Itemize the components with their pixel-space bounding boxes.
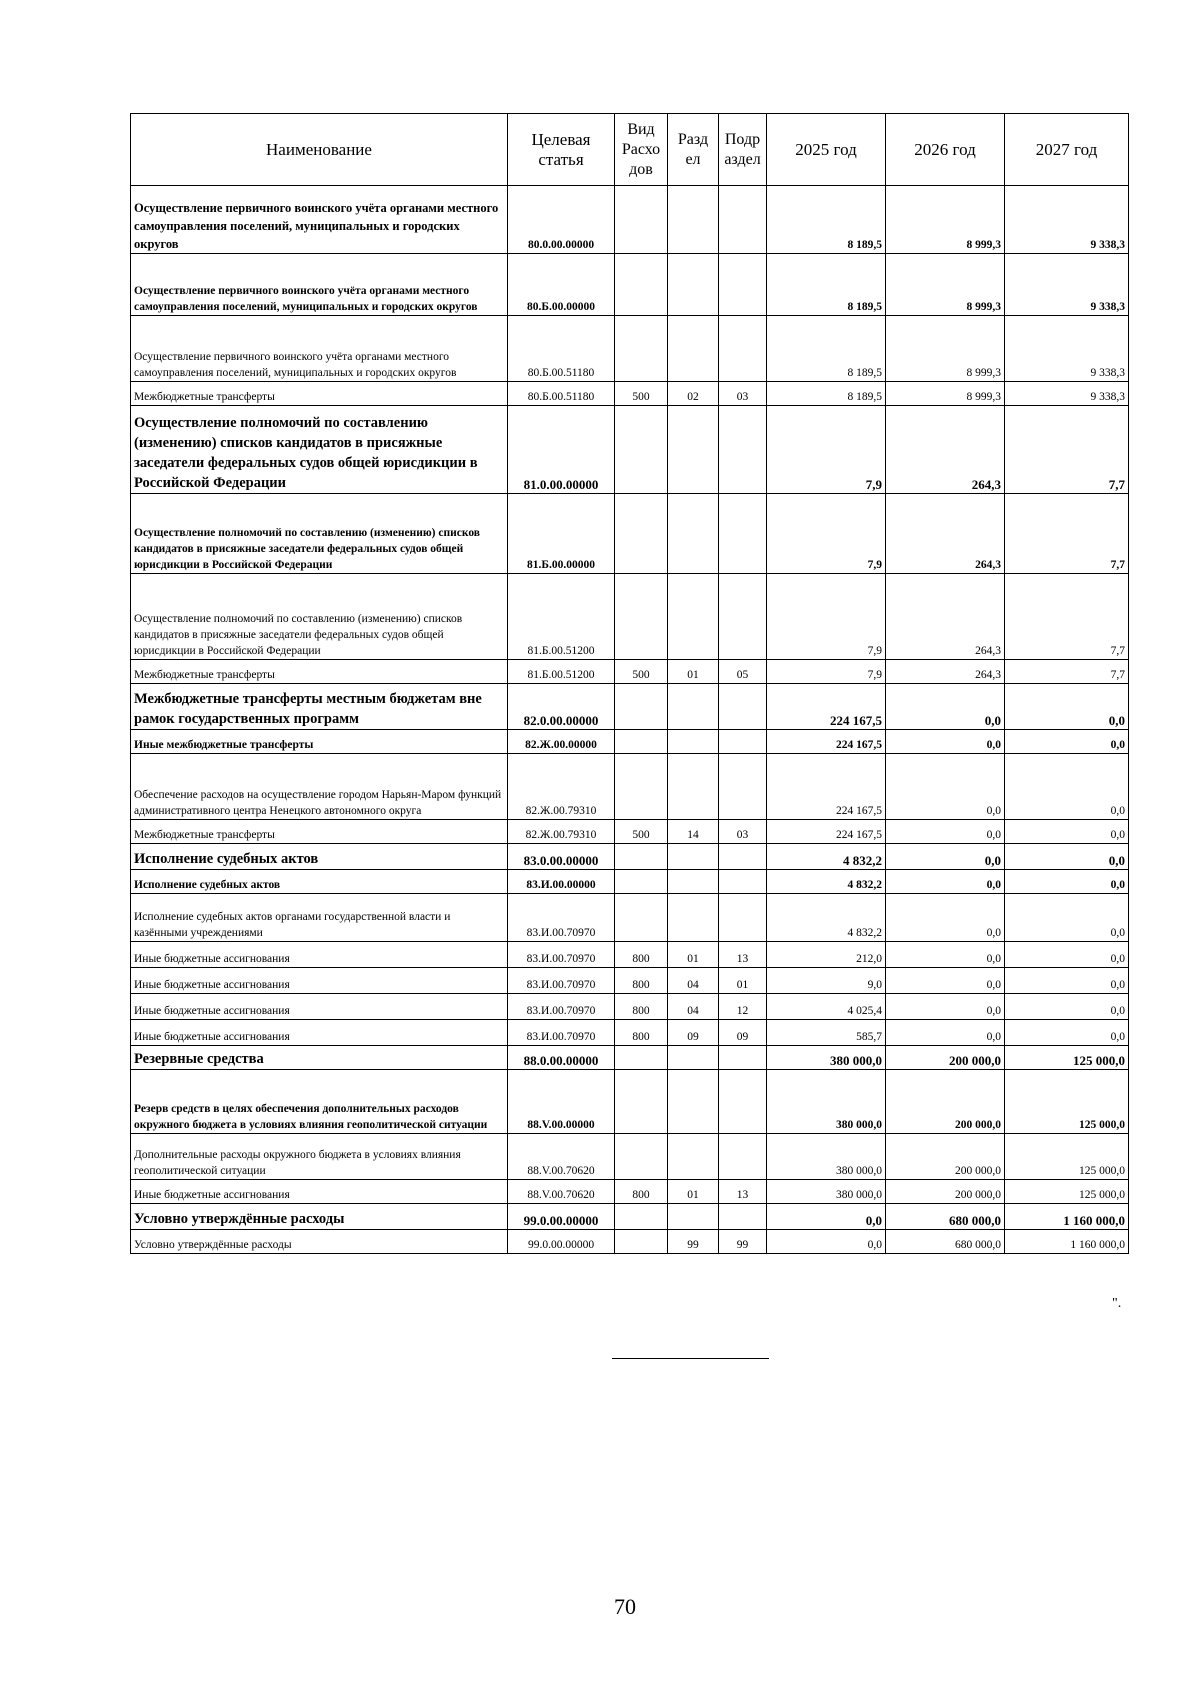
header-section: Разд ел — [668, 114, 719, 186]
header-2026: 2026 год — [886, 114, 1005, 186]
row-value-2026: 680 000,0 — [886, 1230, 1005, 1254]
row-value-2026: 200 000,0 — [886, 1070, 1005, 1134]
row-value-2027: 0,0 — [1005, 684, 1129, 730]
row-section: 04 — [668, 994, 719, 1020]
row-subsection: 03 — [719, 382, 767, 406]
table-row — [131, 1180, 1129, 1204]
row-value-2027: 0,0 — [1005, 968, 1129, 994]
row-value-2026: 0,0 — [886, 894, 1005, 942]
row-value-2026: 0,0 — [886, 844, 1005, 870]
row-section: 01 — [668, 660, 719, 684]
table-row — [131, 574, 1129, 660]
row-name: Резерв средств в целях обеспечения дополнительных расходов окружного бюджета в условиях влияния геополитической ситуации — [131, 1070, 508, 1134]
closing-quote: ". — [1112, 1296, 1122, 1311]
row-kind — [615, 254, 668, 316]
header-target: Целевая статья — [508, 114, 615, 186]
row-name: Дополнительные расходы окружного бюджета в условиях влияния геополитической ситуации — [131, 1134, 508, 1180]
row-target-code: 82.0.00.00000 — [508, 684, 615, 730]
row-value-2025: 4 832,2 — [767, 870, 886, 894]
row-subsection: 12 — [719, 994, 767, 1020]
page-number: 70 — [614, 1594, 636, 1619]
row-subsection — [719, 870, 767, 894]
row-kind — [615, 1204, 668, 1230]
row-value-2026: 8 999,3 — [886, 382, 1005, 406]
row-value-2026: 264,3 — [886, 574, 1005, 660]
row-name: Обеспечение расходов на осуществление городом Нарьян-Маром функций административного центра Ненецкого автономного округа — [131, 754, 508, 820]
row-subsection — [719, 316, 767, 382]
row-value-2025: 380 000,0 — [767, 1180, 886, 1204]
row-value-2027: 0,0 — [1005, 1020, 1129, 1046]
row-value-2026: 264,3 — [886, 406, 1005, 494]
row-value-2025: 224 167,5 — [767, 754, 886, 820]
row-value-2026: 0,0 — [886, 730, 1005, 754]
table-row — [131, 820, 1129, 844]
row-value-2025: 380 000,0 — [767, 1134, 886, 1180]
table-row — [131, 844, 1129, 870]
row-kind — [615, 894, 668, 942]
row-name: Иные бюджетные ассигнования — [131, 1020, 508, 1046]
row-value-2025: 7,9 — [767, 660, 886, 684]
row-section: 09 — [668, 1020, 719, 1046]
table-body — [131, 186, 1129, 1254]
row-target-code: 80.Б.00.51180 — [508, 382, 615, 406]
table-row — [131, 1230, 1129, 1254]
table-row — [131, 186, 1129, 254]
row-section — [668, 406, 719, 494]
table-row — [131, 254, 1129, 316]
header-2027: 2027 год — [1005, 114, 1129, 186]
row-target-code: 80.0.00.00000 — [508, 186, 615, 254]
row-section — [668, 870, 719, 894]
row-value-2026: 8 999,3 — [886, 186, 1005, 254]
header-kind: Вид Расхо дов — [615, 114, 668, 186]
row-value-2026: 0,0 — [886, 684, 1005, 730]
row-kind: 500 — [615, 820, 668, 844]
row-value-2025: 224 167,5 — [767, 820, 886, 844]
row-value-2027: 125 000,0 — [1005, 1180, 1129, 1204]
row-value-2027: 0,0 — [1005, 844, 1129, 870]
row-target-code: 88.V.00.70620 — [508, 1180, 615, 1204]
row-target-code: 81.Б.00.51200 — [508, 574, 615, 660]
row-section — [668, 494, 719, 574]
row-name: Иные бюджетные ассигнования — [131, 942, 508, 968]
row-target-code: 82.Ж.00.79310 — [508, 754, 615, 820]
row-value-2026: 200 000,0 — [886, 1180, 1005, 1204]
row-section: 04 — [668, 968, 719, 994]
row-name: Исполнение судебных актов органами государственной власти и казёнными учреждениями — [131, 894, 508, 942]
row-value-2027: 0,0 — [1005, 820, 1129, 844]
row-value-2027: 7,7 — [1005, 660, 1129, 684]
table-row — [131, 730, 1129, 754]
row-target-code: 99.0.00.00000 — [508, 1204, 615, 1230]
row-value-2026: 0,0 — [886, 870, 1005, 894]
row-value-2025: 8 189,5 — [767, 186, 886, 254]
row-section — [668, 574, 719, 660]
row-kind: 800 — [615, 1020, 668, 1046]
table-row — [131, 660, 1129, 684]
row-subsection — [719, 406, 767, 494]
table-row — [131, 994, 1129, 1020]
row-name: Осуществление полномочий по составлению (изменению) списков кандидатов в присяжные заседатели федеральных судов общей юрисдикции в Российской Федерации — [131, 494, 508, 574]
row-value-2027: 0,0 — [1005, 994, 1129, 1020]
row-subsection — [719, 754, 767, 820]
row-value-2026: 680 000,0 — [886, 1204, 1005, 1230]
row-section — [668, 254, 719, 316]
row-target-code: 88.V.00.00000 — [508, 1070, 615, 1134]
row-subsection — [719, 684, 767, 730]
row-value-2027: 9 338,3 — [1005, 382, 1129, 406]
row-value-2025: 380 000,0 — [767, 1070, 886, 1134]
table-row — [131, 894, 1129, 942]
row-value-2027: 9 338,3 — [1005, 316, 1129, 382]
row-value-2025: 4 025,4 — [767, 994, 886, 1020]
table-row — [131, 968, 1129, 994]
row-name: Осуществление первичного воинского учёта органами местного самоуправления поселений, муниципальных и городских округов — [131, 186, 508, 254]
row-value-2025: 8 189,5 — [767, 316, 886, 382]
row-name: Исполнение судебных актов — [131, 844, 508, 870]
row-value-2025: 0,0 — [767, 1230, 886, 1254]
row-section: 99 — [668, 1230, 719, 1254]
row-kind — [615, 406, 668, 494]
row-kind: 800 — [615, 994, 668, 1020]
budget-table — [130, 113, 1129, 1254]
row-name: Осуществление первичного воинского учёта органами местного самоуправления поселений, муниципальных и городских округов — [131, 254, 508, 316]
row-target-code: 88.0.00.00000 — [508, 1046, 615, 1070]
row-subsection — [719, 254, 767, 316]
row-subsection: 01 — [719, 968, 767, 994]
row-name: Иные бюджетные ассигнования — [131, 1180, 508, 1204]
row-value-2027: 0,0 — [1005, 730, 1129, 754]
row-target-code: 83.И.00.00000 — [508, 870, 615, 894]
row-value-2027: 125 000,0 — [1005, 1134, 1129, 1180]
row-section: 01 — [668, 942, 719, 968]
row-target-code: 81.Б.00.00000 — [508, 494, 615, 574]
row-value-2027: 0,0 — [1005, 894, 1129, 942]
row-subsection — [719, 1134, 767, 1180]
row-kind — [615, 186, 668, 254]
table-row — [131, 316, 1129, 382]
row-kind — [615, 574, 668, 660]
row-name: Исполнение судебных актов — [131, 870, 508, 894]
row-kind — [615, 1046, 668, 1070]
row-section — [668, 316, 719, 382]
row-subsection: 13 — [719, 1180, 767, 1204]
row-subsection: 13 — [719, 942, 767, 968]
row-kind — [615, 1134, 668, 1180]
row-value-2025: 224 167,5 — [767, 684, 886, 730]
table-row — [131, 1070, 1129, 1134]
row-section — [668, 186, 719, 254]
header-2025: 2025 год — [767, 114, 886, 186]
row-section: 14 — [668, 820, 719, 844]
row-name: Резервные средства — [131, 1046, 508, 1070]
row-target-code: 83.И.00.70970 — [508, 994, 615, 1020]
row-value-2025: 4 832,2 — [767, 844, 886, 870]
table-row — [131, 494, 1129, 574]
header-name: Наименование — [131, 114, 508, 186]
table-row — [131, 1020, 1129, 1046]
row-name: Межбюджетные трансферты — [131, 820, 508, 844]
row-value-2025: 4 832,2 — [767, 894, 886, 942]
row-subsection — [719, 1070, 767, 1134]
row-subsection: 05 — [719, 660, 767, 684]
row-kind: 500 — [615, 660, 668, 684]
row-kind — [615, 494, 668, 574]
row-subsection — [719, 844, 767, 870]
row-value-2027: 9 338,3 — [1005, 186, 1129, 254]
row-target-code: 83.И.00.70970 — [508, 968, 615, 994]
row-section — [668, 844, 719, 870]
table-row — [131, 1134, 1129, 1180]
row-kind: 800 — [615, 942, 668, 968]
row-target-code: 80.Б.00.00000 — [508, 254, 615, 316]
table-row — [131, 942, 1129, 968]
row-kind — [615, 1070, 668, 1134]
row-value-2026: 0,0 — [886, 942, 1005, 968]
row-value-2025: 380 000,0 — [767, 1046, 886, 1070]
row-subsection — [719, 186, 767, 254]
row-section: 01 — [668, 1180, 719, 1204]
row-value-2026: 0,0 — [886, 820, 1005, 844]
table-row — [131, 1204, 1129, 1230]
row-value-2026: 264,3 — [886, 494, 1005, 574]
row-section — [668, 1046, 719, 1070]
row-value-2026: 8 999,3 — [886, 254, 1005, 316]
row-value-2027: 0,0 — [1005, 754, 1129, 820]
row-value-2026: 264,3 — [886, 660, 1005, 684]
row-target-code: 82.Ж.00.79310 — [508, 820, 615, 844]
row-target-code: 83.И.00.70970 — [508, 894, 615, 942]
row-name: Иные бюджетные ассигнования — [131, 968, 508, 994]
separator-line — [612, 1358, 769, 1359]
row-name: Осуществление полномочий по составлению (изменению) списков кандидатов в присяжные заседатели федеральных судов общей юрисдикции в Российской Федерации — [131, 406, 508, 494]
row-section — [668, 1204, 719, 1230]
row-value-2027: 1 160 000,0 — [1005, 1230, 1129, 1254]
row-name: Осуществление первичного воинского учёта органами местного самоуправления поселений, муниципальных и городских округов — [131, 316, 508, 382]
row-value-2025: 212,0 — [767, 942, 886, 968]
row-value-2025: 7,9 — [767, 494, 886, 574]
row-kind: 500 — [615, 382, 668, 406]
row-subsection: 03 — [719, 820, 767, 844]
row-kind — [615, 870, 668, 894]
row-subsection: 09 — [719, 1020, 767, 1046]
row-value-2027: 0,0 — [1005, 942, 1129, 968]
row-subsection — [719, 894, 767, 942]
row-value-2025: 224 167,5 — [767, 730, 886, 754]
row-value-2025: 8 189,5 — [767, 382, 886, 406]
row-name: Условно утверждённые расходы — [131, 1204, 508, 1230]
row-kind — [615, 730, 668, 754]
row-kind — [615, 844, 668, 870]
row-section — [668, 1134, 719, 1180]
table-row — [131, 1046, 1129, 1070]
row-section — [668, 684, 719, 730]
row-subsection — [719, 730, 767, 754]
row-value-2025: 0,0 — [767, 1204, 886, 1230]
row-value-2026: 200 000,0 — [886, 1134, 1005, 1180]
row-value-2026: 8 999,3 — [886, 316, 1005, 382]
row-value-2027: 0,0 — [1005, 870, 1129, 894]
row-kind — [615, 316, 668, 382]
row-target-code: 83.0.00.00000 — [508, 844, 615, 870]
table-row — [131, 406, 1129, 494]
row-name: Межбюджетные трансферты — [131, 660, 508, 684]
row-name: Межбюджетные трансферты местным бюджетам вне рамок государственных программ — [131, 684, 508, 730]
row-subsection — [719, 1046, 767, 1070]
table-row — [131, 684, 1129, 730]
row-section: 02 — [668, 382, 719, 406]
row-kind: 800 — [615, 968, 668, 994]
row-value-2027: 1 160 000,0 — [1005, 1204, 1129, 1230]
row-value-2025: 8 189,5 — [767, 254, 886, 316]
row-value-2026: 0,0 — [886, 1020, 1005, 1046]
row-target-code: 82.Ж.00.00000 — [508, 730, 615, 754]
row-name: Иные межбюджетные трансферты — [131, 730, 508, 754]
row-value-2025: 7,9 — [767, 406, 886, 494]
row-target-code: 80.Б.00.51180 — [508, 316, 615, 382]
row-subsection — [719, 1204, 767, 1230]
table-row — [131, 382, 1129, 406]
row-name: Осуществление полномочий по составлению (изменению) списков кандидатов в присяжные заседатели федеральных судов общей юрисдикции в Российской Федерации — [131, 574, 508, 660]
row-value-2025: 585,7 — [767, 1020, 886, 1046]
row-value-2026: 200 000,0 — [886, 1046, 1005, 1070]
row-name: Иные бюджетные ассигнования — [131, 994, 508, 1020]
row-section — [668, 894, 719, 942]
row-value-2027: 7,7 — [1005, 406, 1129, 494]
row-value-2027: 125 000,0 — [1005, 1070, 1129, 1134]
table-row — [131, 754, 1129, 820]
row-value-2027: 125 000,0 — [1005, 1046, 1129, 1070]
row-value-2026: 0,0 — [886, 994, 1005, 1020]
row-subsection: 99 — [719, 1230, 767, 1254]
row-kind — [615, 1230, 668, 1254]
row-name: Условно утверждённые расходы — [131, 1230, 508, 1254]
row-section — [668, 730, 719, 754]
row-value-2026: 0,0 — [886, 754, 1005, 820]
row-value-2025: 7,9 — [767, 574, 886, 660]
row-kind — [615, 684, 668, 730]
row-target-code: 83.И.00.70970 — [508, 942, 615, 968]
row-value-2025: 9,0 — [767, 968, 886, 994]
row-subsection — [719, 574, 767, 660]
table-header-row — [131, 114, 1129, 186]
row-target-code: 99.0.00.00000 — [508, 1230, 615, 1254]
row-target-code: 88.V.00.70620 — [508, 1134, 615, 1180]
row-value-2027: 7,7 — [1005, 574, 1129, 660]
row-target-code: 81.0.00.00000 — [508, 406, 615, 494]
row-value-2027: 7,7 — [1005, 494, 1129, 574]
row-kind — [615, 754, 668, 820]
header-subsection: Подр аздел — [719, 114, 767, 186]
row-subsection — [719, 494, 767, 574]
row-name: Межбюджетные трансферты — [131, 382, 508, 406]
row-section — [668, 1070, 719, 1134]
row-target-code: 83.И.00.70970 — [508, 1020, 615, 1046]
table-row — [131, 870, 1129, 894]
row-target-code: 81.Б.00.51200 — [508, 660, 615, 684]
row-value-2026: 0,0 — [886, 968, 1005, 994]
row-kind: 800 — [615, 1180, 668, 1204]
row-section — [668, 754, 719, 820]
row-value-2027: 9 338,3 — [1005, 254, 1129, 316]
